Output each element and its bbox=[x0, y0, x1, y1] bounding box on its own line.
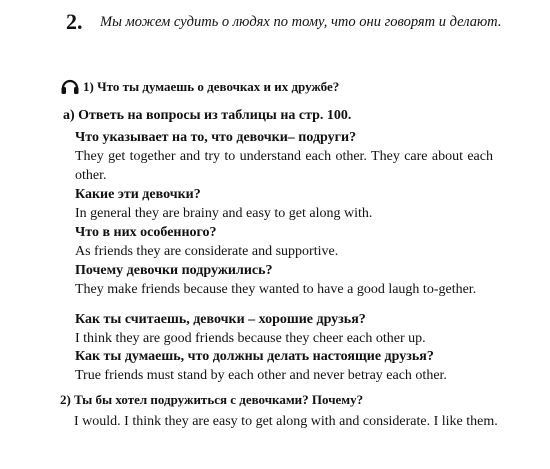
task-1-heading bbox=[60, 77, 339, 97]
qa-item bbox=[75, 128, 493, 185]
task-2-answer: I would. I think they are easy to get along with and considerate. I like them. bbox=[74, 414, 498, 429]
exercise-number: 2. bbox=[66, 9, 83, 34]
question: Как ты считаешь, девочки – хорошие друзья? bbox=[75, 312, 366, 327]
qa-item bbox=[75, 310, 493, 348]
exercise-title: Мы можем судить о людях по тому, что они говорят и делают. bbox=[100, 14, 502, 30]
task-1-label: 1) Что ты думаешь о девочках и их дружбе? bbox=[83, 79, 340, 94]
task-2-label: 2) Ты бы хотел подружиться с девочками? Почему? bbox=[60, 392, 364, 407]
question: Какие эти девочки? bbox=[75, 187, 201, 202]
headphones-icon bbox=[60, 77, 80, 97]
qa-item bbox=[75, 223, 493, 261]
question: Что в них особенного? bbox=[75, 225, 217, 240]
answer: They make friends because they wanted to have a good laugh to-gether. bbox=[75, 282, 477, 297]
answer: In general they are brainy and easy to get along with. bbox=[75, 206, 373, 221]
answer: They get together and try to understand each other. They care about each other. bbox=[75, 149, 493, 183]
question: Как ты думаешь, что должны делать настоящие друзья? bbox=[75, 349, 434, 364]
question: Что указывает на то, что девочки– подруги? bbox=[75, 130, 357, 145]
sub-task-a: а) Ответь на вопросы из таблицы на стр. 100. bbox=[63, 108, 352, 123]
answer: As friends they are considerate and supportive. bbox=[75, 244, 339, 259]
qa-item bbox=[75, 261, 493, 299]
question: Почему девочки подружились? bbox=[75, 263, 273, 278]
answer: True friends must stand by each other and never betray each other. bbox=[75, 368, 447, 383]
qa-item bbox=[75, 347, 493, 385]
qa-item bbox=[75, 185, 493, 223]
answer: I think they are good friends because they cheer each other up. bbox=[75, 331, 426, 346]
